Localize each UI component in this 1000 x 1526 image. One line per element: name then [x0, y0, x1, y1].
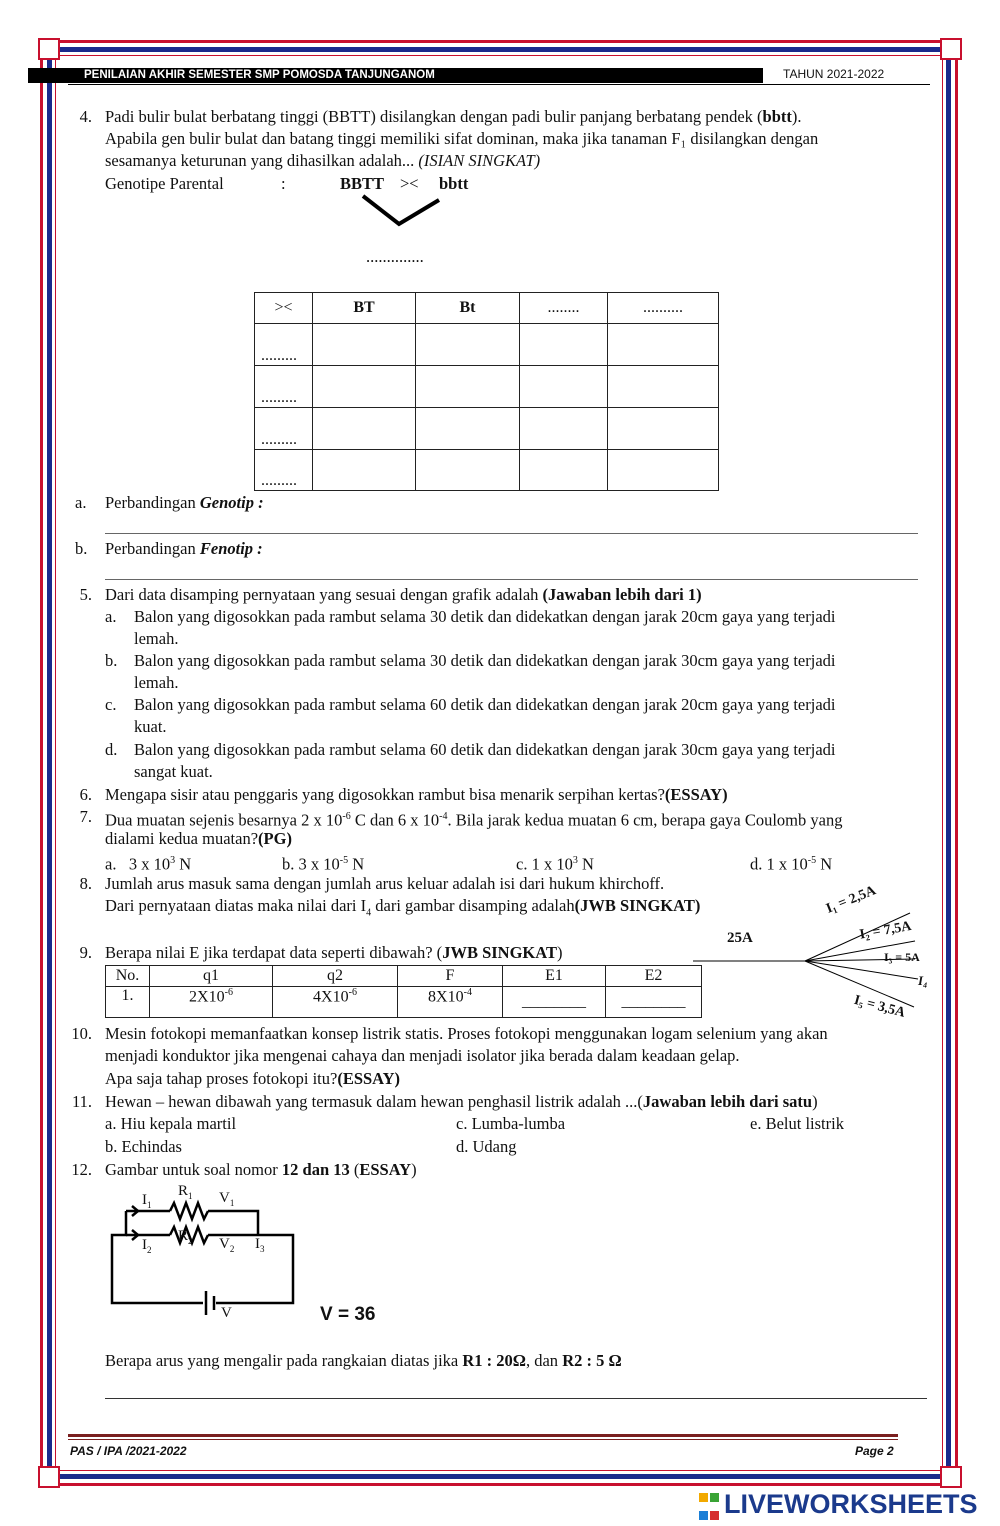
junction-i2-label: I₂ = 7,5A — [858, 918, 913, 943]
corner-ornament-tl — [38, 38, 60, 60]
punnett-row-label[interactable]: ......... — [255, 366, 313, 408]
punnett-cell[interactable] — [608, 366, 719, 408]
junction-i3-label: I₃ = 5A — [884, 950, 920, 964]
punnett-row-label[interactable]: ......... — [255, 408, 313, 450]
q10-number: 10. — [71, 1024, 92, 1043]
junction-i1-label: I₁ = 2,5A — [824, 883, 879, 917]
punnett-cell[interactable] — [313, 450, 416, 491]
q10-line1-clip — [105, 1023, 890, 1045]
q11-text: Hewan – hewan dibawah yang termasuk dalam hewan penghasil listrik adalah ...(Jawaban lebih dari satu) — [105, 1092, 818, 1111]
punnett-cell[interactable] — [313, 324, 416, 366]
q4-offspring-blank[interactable]: .............. — [366, 247, 424, 266]
q9-row-f: $8X10^{-4}$ — [398, 987, 503, 1018]
q4-number: 4. — [79, 107, 92, 126]
q4-parent1: BBTT — [340, 174, 385, 193]
circuit-i3-label: $I_3$ — [255, 1236, 265, 1254]
q11-option-e[interactable]: e. Belut listrik — [750, 1114, 844, 1133]
q11-option-a[interactable]: a. Hiu kepala martil — [105, 1114, 237, 1133]
q7-line2: dialami kedua muatan?(PG) — [105, 829, 292, 848]
footer-page-number: Page 2 — [855, 1444, 894, 1458]
header-title: PENILAIAN AKHIR SEMESTER SMP POMOSDA TANJUNGANOM — [84, 69, 435, 81]
q5-option-a-line1[interactable]: Balon yang digosokkan pada rambut selama 30 detik dan didekatkan dengan jarak 20cm gaya yang terjadi — [134, 607, 836, 626]
q9-header-q2: q2 — [273, 966, 398, 987]
liveworksheets-logo-icon — [698, 1490, 722, 1514]
punnett-cell[interactable] — [520, 408, 608, 450]
header-rule — [68, 84, 930, 85]
q12-number: 12. — [71, 1160, 92, 1179]
q6-text: Mengapa sisir atau penggaris yang digosokkan rambut bisa menarik serpihan kertas?(ESSAY) — [105, 785, 728, 804]
punnett-corner: >< — [255, 293, 313, 324]
q10-line1: Mesin fotokopi memanfaatkan konsep listrik statis. Proses fotokopi menggunakan logam selenium yang akan — [105, 1024, 828, 1043]
q10-line3: Apa saja tahap proses fotokopi itu?(ESSAY) — [105, 1069, 400, 1088]
q5-option-c-line1[interactable]: Balon yang digosokkan pada rambut selama 60 detik dan didekatkan dengan jarak 20cm gaya yang terjadi — [134, 695, 836, 714]
voltage-value: V = 36 — [320, 1304, 376, 1325]
q9-header-e2: E2 — [606, 966, 702, 987]
circuit-v2-label: $V_2$ — [219, 1236, 235, 1254]
q5-option-d-line2: sangat kuat. — [134, 762, 213, 781]
q10-line2: menjadi konduktor jika mengenai cahaya dan menjadi isolator jika berada dalam keadaan gelap. — [105, 1046, 740, 1065]
corner-ornament-br — [940, 1466, 962, 1488]
liveworksheets-watermark[interactable]: LIVEWORKSHEETS — [724, 1489, 978, 1519]
punnett-row-label[interactable]: ......... — [255, 324, 313, 366]
q4a-label: a. — [75, 493, 87, 512]
q5-option-c-line2: kuat. — [134, 717, 167, 736]
q5-option-label: b. — [105, 651, 118, 670]
q9-number: 9. — [79, 943, 92, 962]
punnett-header-bt-small: Bt — [416, 293, 520, 324]
punnett-cell[interactable] — [416, 366, 520, 408]
q9-text: Berapa nilai E jika terdapat data seperti dibawah? (JWB SINGKAT) — [105, 943, 563, 962]
corner-ornament-tr — [940, 38, 962, 60]
circuit-r1-label: $R_1$ — [178, 1183, 193, 1201]
punnett-cell[interactable] — [416, 324, 520, 366]
q7-line1: Dua muatan sejenis besarnya 2 x $10^{-6}$ C dan 6 x $10^{-4}$. Bila jarak kedua muatan 6 cm, berapa gaya Coulomb yang — [105, 810, 843, 830]
punnett-cell[interactable] — [608, 450, 719, 491]
q8-line1: Jumlah arus masuk sama dengan jumlah arus keluar adalah isi dari hukum khirchoff. — [105, 874, 665, 893]
q7-option-c[interactable]: c. 1 x $10^3$ N — [516, 854, 594, 874]
circuit-i2-label: $I_2$ — [142, 1237, 152, 1255]
q4-line2: Apabila gen bulir bulat dan batang tinggi memiliki sifat dominan, maka jika tanaman F₁ disilangkan dengan — [105, 129, 819, 148]
circuit-v1-label: $V_1$ — [219, 1190, 235, 1208]
q9-row-q2: $4X10^{-6}$ — [273, 987, 398, 1018]
q9-row-q1: $2X10^{-6}$ — [150, 987, 273, 1018]
punnett-square — [254, 292, 719, 491]
q9-header-e1: E1 — [503, 966, 606, 987]
punnett-header-blank1[interactable]: ........ — [520, 293, 608, 324]
q9-header-f: F — [398, 966, 503, 987]
punnett-cell[interactable] — [416, 450, 520, 491]
punnett-cell[interactable] — [520, 450, 608, 491]
q6-number: 6. — [79, 785, 92, 804]
punnett-cell[interactable] — [608, 408, 719, 450]
footer-rule-thick — [68, 1434, 898, 1437]
circuit-battery-label: V — [221, 1305, 232, 1321]
header-year: TAHUN 2021-2022 — [783, 67, 885, 81]
q4-genotype-label: Genotipe Parental — [105, 174, 224, 193]
q11-option-b[interactable]: b. Echindas — [105, 1137, 182, 1156]
punnett-header-blank2[interactable]: .......... — [608, 293, 719, 324]
circuit-i1-label: $I_1$ — [142, 1192, 152, 1210]
punnett-cell[interactable] — [520, 366, 608, 408]
q4b-label: b. — [75, 539, 88, 558]
q11-option-d[interactable]: d. Udang — [456, 1137, 517, 1156]
q12-text: Gambar untuk soal nomor 12 dan 13 (ESSAY) — [105, 1160, 417, 1179]
q4-line1: Padi bulir bulat berbatang tinggi (BBTT) disilangkan dengan padi bulir panjang berbatang pendek (bbtt). — [105, 107, 802, 126]
q11-number: 11. — [71, 1092, 92, 1111]
q9-e1-answer[interactable]: ________ — [503, 987, 606, 1018]
q5-option-label: c. — [105, 695, 117, 714]
circuit-r2-label: $R_2$ — [178, 1228, 193, 1246]
q5-option-a-line2: lemah. — [134, 629, 179, 648]
q4b-answer-line[interactable] — [105, 579, 918, 580]
q4-parent2: bbtt — [439, 174, 469, 193]
footer-course: PAS / IPA /2021-2022 — [70, 1444, 187, 1458]
q7-option-b[interactable]: b. 3 x $10^{-5}$ N — [282, 854, 365, 874]
q4a-text: Perbandingan Genotip : — [105, 493, 264, 512]
q4-cross-lines — [355, 192, 445, 232]
q5-option-label: d. — [105, 740, 118, 759]
q7-option-d[interactable]: d. 1 x $10^{-5}$ N — [750, 854, 833, 874]
parallel-circuit-diagram — [108, 1185, 308, 1320]
q8-line2: Dari pernyataan diatas maka nilai dari $I_4$ dari gambar disamping adalah(JWB SINGKAT) — [105, 896, 701, 919]
q5-option-b-line1[interactable]: Balon yang digosokkan pada rambut selama 30 detik dan didekatkan dengan jarak 30cm gaya yang terjadi — [134, 651, 836, 670]
q5-option-b-line2: lemah. — [134, 673, 179, 692]
q4a-answer-line[interactable] — [105, 533, 918, 534]
junction-input-current: 25A — [727, 930, 753, 946]
footer-rule-thin — [68, 1439, 898, 1440]
q12-answer-line[interactable] — [105, 1398, 927, 1399]
q4-cross-symbol: >< — [400, 174, 419, 193]
punnett-cell[interactable] — [313, 408, 416, 450]
q5-option-label: a. — [105, 607, 117, 626]
q5-option-d-line1[interactable]: Balon yang digosokkan pada rambut selama 60 detik dan didekatkan dengan jarak 30cm gaya yang terjadi — [134, 740, 836, 759]
punnett-cell[interactable] — [608, 324, 719, 366]
q11-option-c[interactable]: c. Lumba-lumba — [456, 1114, 566, 1133]
q4-line3: sesamanya keturunan yang dihasilkan adalah... (ISIAN SINGKAT) — [105, 151, 541, 170]
q9-row-no: 1. — [106, 987, 150, 1018]
junction-i4-label: I₄ — [918, 973, 928, 988]
q9-e2-answer[interactable]: ________ — [606, 987, 702, 1018]
q9-header-q1: q1 — [150, 966, 273, 987]
punnett-cell[interactable] — [313, 366, 416, 408]
corner-ornament-bl — [38, 1466, 60, 1488]
q8-number: 8. — [79, 874, 92, 893]
punnett-header-bt: BT — [313, 293, 416, 324]
q9-header-no: No. — [106, 966, 150, 987]
q5-text: Dari data disamping pernyataan yang sesuai dengan grafik adalah (Jawaban lebih dari 1) — [105, 585, 702, 604]
q4b-text: Perbandingan Fenotip : — [105, 539, 263, 558]
q12-question: Berapa arus yang mengalir pada rangkaian diatas jika R1 : 20Ω, dan R2 : 5 Ω — [105, 1351, 622, 1370]
punnett-row-label[interactable]: ......... — [255, 450, 313, 491]
junction-i5-label: I₅ = 3,5A — [852, 992, 907, 1021]
punnett-cell[interactable] — [416, 408, 520, 450]
q7-option-a[interactable]: a. 3 x $10^3$ N — [105, 854, 192, 874]
punnett-cell[interactable] — [520, 324, 608, 366]
q9-data-table — [105, 965, 702, 1018]
q4-colon: : — [281, 174, 286, 193]
q5-number: 5. — [79, 585, 92, 604]
q7-number: 7. — [79, 807, 92, 826]
